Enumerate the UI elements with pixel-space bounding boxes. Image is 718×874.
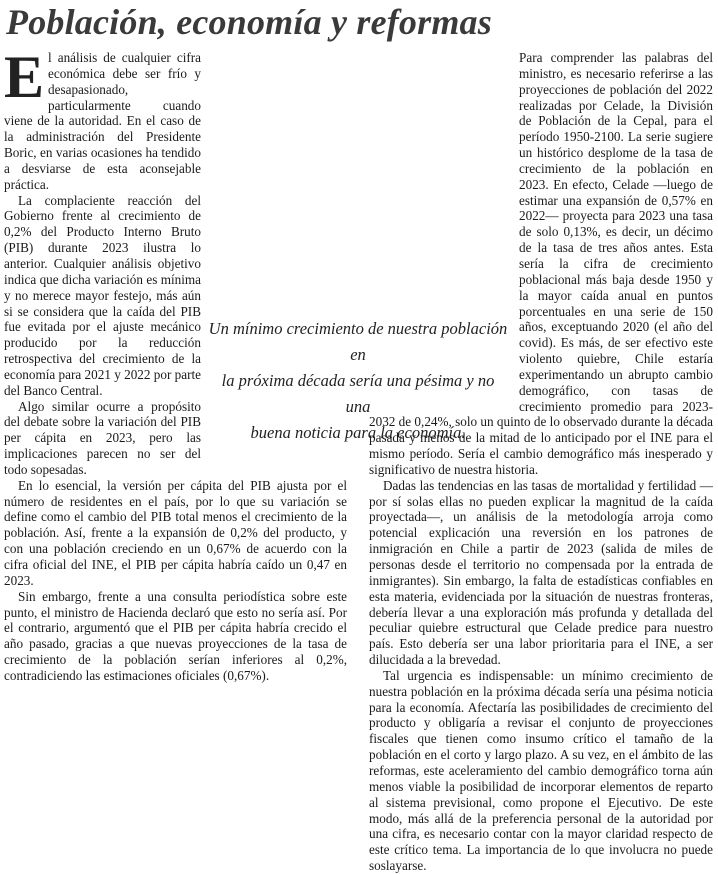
pull-quote-line: la próxima década sería una pésima y no una	[221, 371, 495, 416]
article-paragraph: l análisis de cualquier cifra económica debe ser frío y desapasionado, particularmente cuando viene de la autoridad. En el caso de la administración del Presidente Boric, en varias ocasiones ha tendido a desviarse de esta aconsejable práctica.	[4, 50, 201, 192]
pull-quote-line: Un mínimo crecimiento de nuestra población en	[208, 319, 508, 364]
article-paragraph: Tal urgencia es indispensable: un mínimo crecimiento de nuestra población en la próxima década sería una pésima noticia para la economía. Afectaría las posibilidades de crecimiento del producto y obligaría a revisar el conjunto de proyecciones fiscales que tienen como insumo crítico el tamaño de la población en el corto y largo plazo. A su vez, en el ámbito de las reformas, este aceleramiento del cambio demográfico torna aún menos viable la posibilidad de incorporar elementos de reparto al sistema previsional, como propone el Ejecutivo. De este modo, más allá de la preferencia personal de la autoridad por una cifra, es necesario contar con la mayor claridad respecto de este crítico tema. La importancia de lo que involucra no puede soslayarse.	[369, 667, 713, 874]
article-paragraph: En lo esencial, la versión per cápita del PIB ajusta por el número de residentes en el país, por lo que su variación se define como el cambio del PIB total menos el crecimiento de la población. Así, frente a la expansión de 0,2% del producto, y con una población creciendo en un 0,67% de acuerdo con la cifra oficial del INE, el PIB per cápita habría caído un 0,47 en 2023.	[4, 477, 347, 588]
article-paragraph: Sin embargo, frente a una consulta periodística sobre este punto, el ministro de Hacienda declaró que esto no sería así. Por el contrario, argumentó que el PIB per cápita habría crecido el año pasado, gracias a que nuevas proyecciones de la tasa de crecimiento de la población serían inferiores al 0,2%, contradiciendo las estimaciones oficiales (0,67%).	[4, 588, 347, 683]
drop-cap: E	[4, 44, 45, 110]
pull-quote-line: buena noticia para la economía.	[250, 423, 466, 442]
article-title: Población, economía y reformas	[6, 2, 492, 42]
article-paragraph: La complaciente reacción del Gobierno frente al crecimiento de 0,2% del Producto Interno Bruto (PIB) durante 2023 ilustra lo anterior. Cualquier análisis objetivo indica que dicha variación es mínima y no merece mayor festejo, más aún si se considera que la caída del PIB fue evitada por el ajuste mecánico producido por la reducción retrospectiva del crecimiento de la economía para 2021 y 2022 por parte del Banco Central.	[4, 192, 202, 398]
pull-quote	[208, 316, 508, 442]
article-paragraph-continued: Para comprender las palabras del ministro, es necesario referirse a las proyecciones de población del 2022 realizadas por Celade, la División de Población de la Cepal, para el período 1950-2100. La serie sugiere un histórico desplome de la tasa de crecimiento de la población en 2023. En efecto, Celade —luego de estimar una expansión de 0,57% en 2022— proyecta para 2023 una tasa de solo 0,13%, es decir, un décimo de la tasa de tres años antes. Esta sería la cifra de crecimiento poblacional más baja desde 1950 y la mayor caída anual en puntos porcentuales en una serie de 150 años, exceptuando 2020 (el año del covid). Es más, de ser efectivo este violento quiebre, Chile estaría experimentando un abrupto cambio demográfico, con tasas de crecimiento promedio para 2023-2032 de 0,24%, solo un quinto de lo observado durante la década pasada y menos de la mitad de lo anticipado por el INE para el mismo período. Sería el cambio demográfico más inesperado y significativo de nuestra historia.	[369, 50, 713, 477]
article-paragraph: Dadas las tendencias en las tasas de mortalidad y fertilidad —por sí solas ellas no pueden explicar la magnitud de la caída proyectada—, un análisis de la metodología arroja como potencial explicación una reversión en los patrones de inmigración en Chile a partir de 2023 (salida de miles de personas desde el territorio no compensada por la entrada de inmigrantes). Sin embargo, la falta de estadísticas confiables en esta materia, evidenciada por la situación de nuestras fronteras, debería llevar a una exploración más profunda y detallada del peculiar quiebre estructural que Celade predice para nuestro país. Esto debería ser una labor prioritaria para el INE, a ser dilucidada a la brevedad.	[369, 477, 713, 668]
article-paragraph: Algo similar ocurre a propósito del debate sobre la variación del PIB per cápita en 2023, pero las implicaciones parecen no ser del todo sopesadas.	[4, 398, 201, 477]
